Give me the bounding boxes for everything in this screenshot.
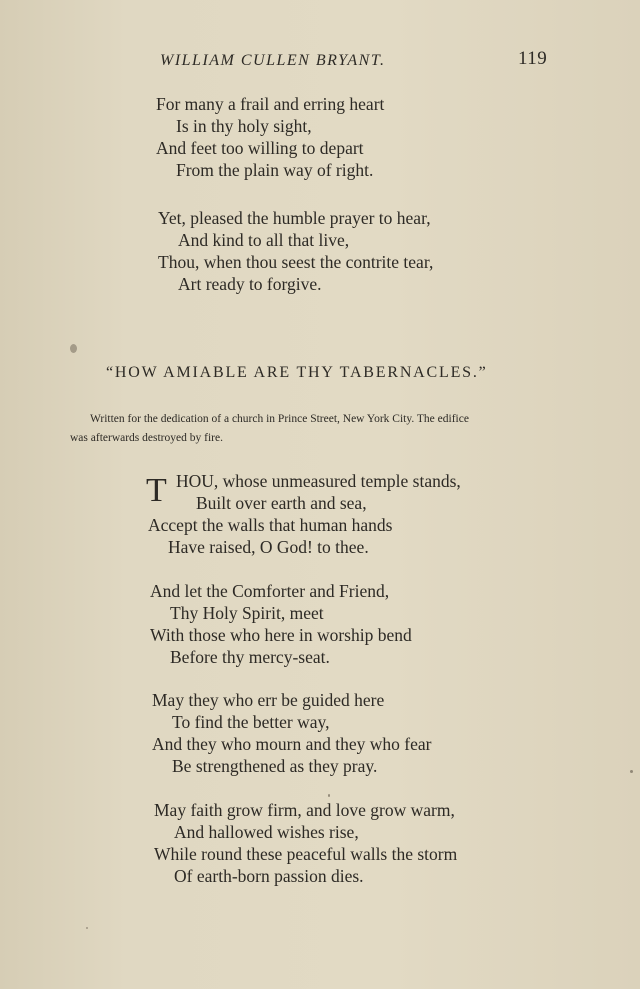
stanza-continued-2 bbox=[158, 207, 433, 295]
poem-stanza-4 bbox=[154, 799, 457, 887]
verse-line: For many a frail and erring heart bbox=[156, 94, 385, 114]
verse-line: From the plain way of right. bbox=[176, 160, 374, 180]
verse-line: Thy Holy Spirit, meet bbox=[170, 603, 324, 623]
verse-line: May faith grow firm, and love grow warm, bbox=[154, 800, 455, 820]
verse-line: With those who here in worship bend bbox=[150, 625, 412, 645]
poem-title: “HOW AMIABLE ARE THY TABERNACLES.” bbox=[106, 364, 488, 381]
verse-line: And let the Comforter and Friend, bbox=[150, 581, 390, 601]
verse-line: To find the better way, bbox=[172, 712, 330, 732]
poem-first-line bbox=[176, 470, 461, 492]
poem-stanza-1 bbox=[148, 492, 392, 558]
verse-line: May they who err be guided here bbox=[152, 690, 385, 710]
paper-speck bbox=[328, 794, 330, 797]
verse-line: And kind to all that live, bbox=[178, 230, 350, 250]
paper-speck bbox=[630, 770, 633, 773]
verse-line: Built over earth and sea, bbox=[196, 493, 367, 513]
headnote bbox=[70, 410, 570, 448]
page-number: 119 bbox=[518, 48, 548, 69]
verse-line: Be strengthened as they pray. bbox=[172, 756, 378, 776]
poem-stanza-3 bbox=[152, 689, 431, 777]
verse-line: Before thy mercy-seat. bbox=[170, 647, 330, 667]
verse-line: And hallowed wishes rise, bbox=[174, 822, 359, 842]
paper-speck bbox=[70, 344, 77, 353]
headnote-line: Written for the dedication of a church in Prince Street, New York City. The edifice bbox=[90, 413, 469, 425]
verse-line: Thou, when thou seest the contrite tear, bbox=[158, 252, 434, 272]
verse-line: Is in thy holy sight, bbox=[176, 116, 312, 136]
headnote-line: was afterwards destroyed by fire. bbox=[70, 432, 223, 444]
verse-line: Art ready to forgive. bbox=[178, 274, 322, 294]
verse-line: And feet too willing to depart bbox=[156, 138, 364, 158]
running-head: WILLIAM CULLEN BRYANT. bbox=[160, 52, 386, 69]
paper-speck bbox=[86, 927, 88, 929]
verse-line: And they who mourn and they who fear bbox=[152, 734, 432, 754]
stanza-continued-1 bbox=[156, 93, 384, 181]
poem-stanza-2 bbox=[150, 580, 412, 668]
verse-line: Yet, pleased the humble prayer to hear, bbox=[158, 208, 431, 228]
verse-line: While round these peaceful walls the storm bbox=[154, 844, 458, 864]
verse-line: Have raised, O God! to thee. bbox=[168, 537, 369, 557]
verse-line: Accept the walls that human hands bbox=[148, 515, 393, 535]
drop-cap: T bbox=[146, 472, 167, 509]
verse-line: HOU, whose unmeasured temple stands, bbox=[176, 471, 461, 491]
verse-line: Of earth-born passion dies. bbox=[174, 866, 364, 886]
